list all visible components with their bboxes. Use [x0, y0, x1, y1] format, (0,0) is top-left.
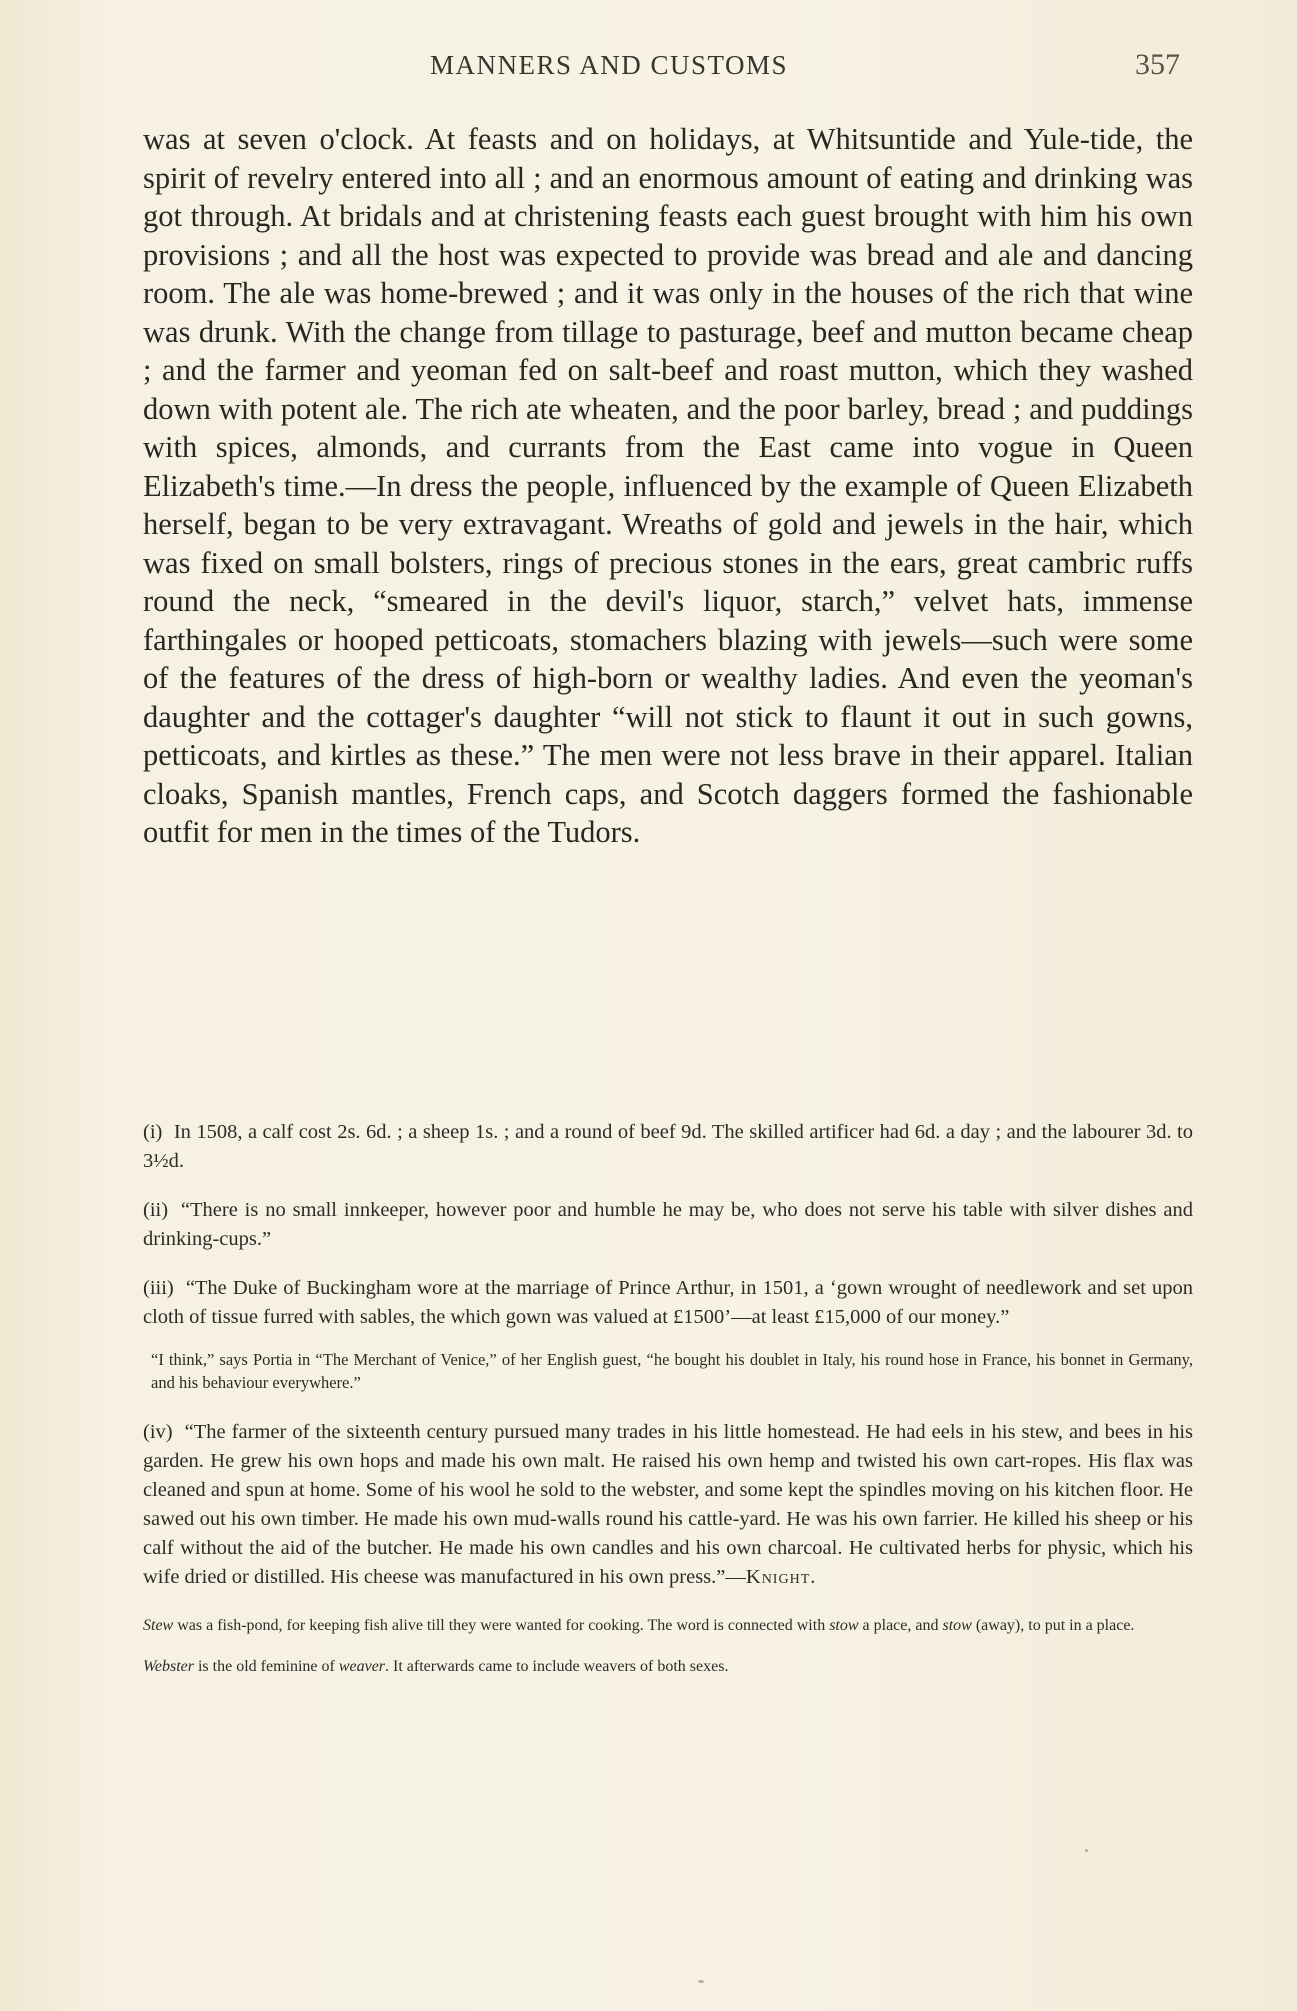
term-stow-2: stow	[942, 1617, 972, 1634]
footnote-4	[143, 1418, 1193, 1592]
footnote-1-marker: (i)	[143, 1121, 163, 1143]
note-webster	[143, 1655, 1193, 1678]
note-webster-text-2: . It afterwards came to include weavers of both sexes.	[385, 1658, 729, 1675]
paper-speck	[698, 1980, 704, 1983]
footnote-4-text: “The farmer of the sixteenth century pursued many trades in his little homestead. He had eels in his stew, and bees in his garden. He grew his own hops and made his own malt. He raised his own hemp and twisted his own cart-ropes. His flax was cleaned and spun at home. Some of his wool he sold to the webster, and some kept the spindles moving on his kitchen floor. He sawed out his own timber. He made his own mud-walls round his cattle-yard. He was his own farrier. He killed his sheep or his calf without the aid of the butcher. He made his own candles and his own charcoal. He cultivated herbs for physic, which his wife dried or distilled. His cheese was manufactured in his own press.”—	[143, 1421, 1193, 1588]
term-stew: Stew	[143, 1617, 174, 1634]
footnote-1	[143, 1118, 1193, 1176]
footnote-3	[143, 1274, 1193, 1332]
footnote-4-attribution: Knight.	[745, 1566, 817, 1588]
footnote-3-quote: “I think,” says Portia in “The Merchant of Venice,” of her English guest, “he bought his doublet in Italy, his round hose in France, his bonnet in Germany, and his behaviour everywhere.”	[151, 1350, 1193, 1392]
paper-speck	[1085, 1849, 1088, 1852]
note-stew-text-1: was a fish-pond, for keeping fish alive till they were wanted for cooking. The word is connected with	[177, 1617, 826, 1634]
page-number: 357	[1135, 48, 1180, 81]
page-header	[380, 46, 1180, 86]
footnotes	[143, 1118, 1193, 1696]
note-stew-text-2: a place, and	[862, 1617, 939, 1634]
note-webster-text-1: is the old feminine of	[197, 1658, 335, 1675]
body-paragraph: was at seven o'clock. At feasts and on holidays, at Whitsuntide and Yule-tide, the spirit of revelry entered into all ; and an enormous amount of eating and drinking was got through. At bridals and at christening feasts each guest brought with him his own provisions ; and all the host was expected to provide was bread and ale and dancing room. The ale was home-brewed ; and it was only in the houses of the rich that wine was drunk. With the change from tillage to pasturage, beef and mutton became cheap ; and the farmer and yeoman fed on salt-beef and roast mutton, which they washed down with potent ale. The rich ate wheaten, and the poor barley, bread ; and puddings with spices, almonds, and currants from the East came into vogue in Queen Elizabeth's time.—In dress the people, influenced by the example of Queen Elizabeth herself, began to be very extravagant. Wreaths of gold and jewels in the hair, which was fixed on small bolsters, rings of precious stones in the ears, great cambric ruffs round the neck, “smeared in the devil's liquor, starch,” velvet hats, immense farthingales or hooped petticoats, stomachers blazing with jewels—such were some of the features of the dress of high-born or wealthy ladies. And even the yeoman's daughter and the cottager's daughter “will not stick to flaunt it out in such gowns, petticoats, and kirtles as these.” The men were not less brave in their apparel. Italian cloaks, Spanish mantles, French caps, and Scotch daggers formed the fashionable outfit for men in the times of the Tudors.	[143, 122, 1193, 849]
footnote-1-text: In 1508, a calf cost 2s. 6d. ; a sheep 1s. ; and a round of beef 9d. The skilled artificer had 6d. a day ; and the labourer 3d. to 3½d.	[143, 1121, 1193, 1172]
term-stow-1: stow	[829, 1617, 859, 1634]
footnote-2-text: “There is no small innkeeper, however poor and humble he may be, who does not serve his table with silver dishes and drinking-cups.”	[143, 1199, 1193, 1250]
note-stew	[143, 1614, 1193, 1637]
term-webster: Webster	[143, 1658, 194, 1675]
main-text	[143, 120, 1193, 852]
footnote-3-text: “The Duke of Buckingham wore at the marriage of Prince Arthur, in 1501, a ‘gown wrought of needlework and set upon cloth of tissue furred with sables, the which gown was valued at £1500’—at least £15,000 of our money.”	[143, 1277, 1193, 1328]
footnote-3-marker: (iii)	[143, 1277, 174, 1299]
footnote-4-marker: (iv)	[143, 1421, 173, 1443]
note-stew-text-3: (away), to put in a place.	[975, 1617, 1135, 1634]
term-weaver: weaver	[338, 1658, 386, 1675]
footnote-2-marker: (ii)	[143, 1199, 169, 1221]
running-head: MANNERS AND CUSTOMS	[430, 50, 789, 80]
footnote-2	[143, 1196, 1193, 1254]
